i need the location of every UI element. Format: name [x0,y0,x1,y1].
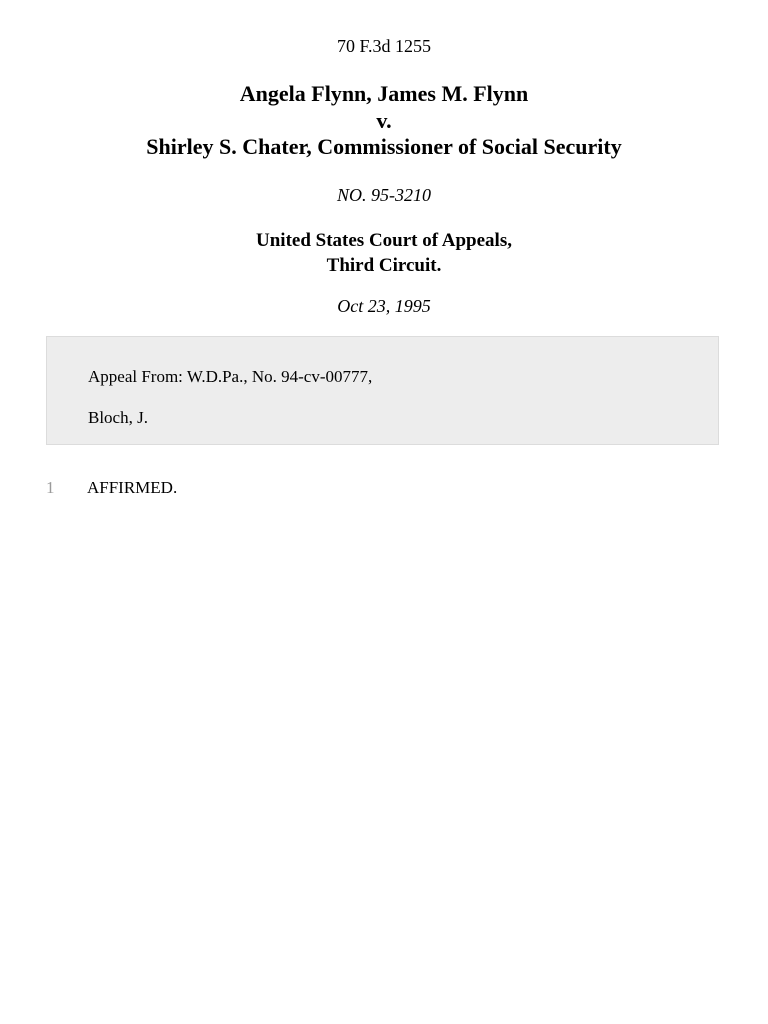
appeal-judge: Bloch, J. [88,408,148,427]
paragraph-text: AFFIRMED. [87,478,178,497]
case-citation: 70 F.3d 1255 [336,36,432,56]
court-name-line-2: Third Circuit. [326,255,442,276]
court-name-line-1: United States Court of Appeals, [256,230,512,251]
case-title-versus: v. [376,107,392,133]
court-name [0,228,768,278]
appeal-from: Appeal From: W.D.Pa., No. 94-cv-00777, [88,367,373,386]
docket-number: NO. 95-3210 [337,185,431,205]
decision-date: Oct 23, 1995 [337,296,431,316]
appeal-info-box [46,336,719,445]
paragraph-number: 1 [46,478,55,497]
case-title-parties-plaintiff: Angela Flynn, James M. Flynn [239,81,529,106]
case-title-parties-defendant: Shirley S. Chater, Commissioner of Social Security [146,134,622,159]
case-title [0,81,768,161]
